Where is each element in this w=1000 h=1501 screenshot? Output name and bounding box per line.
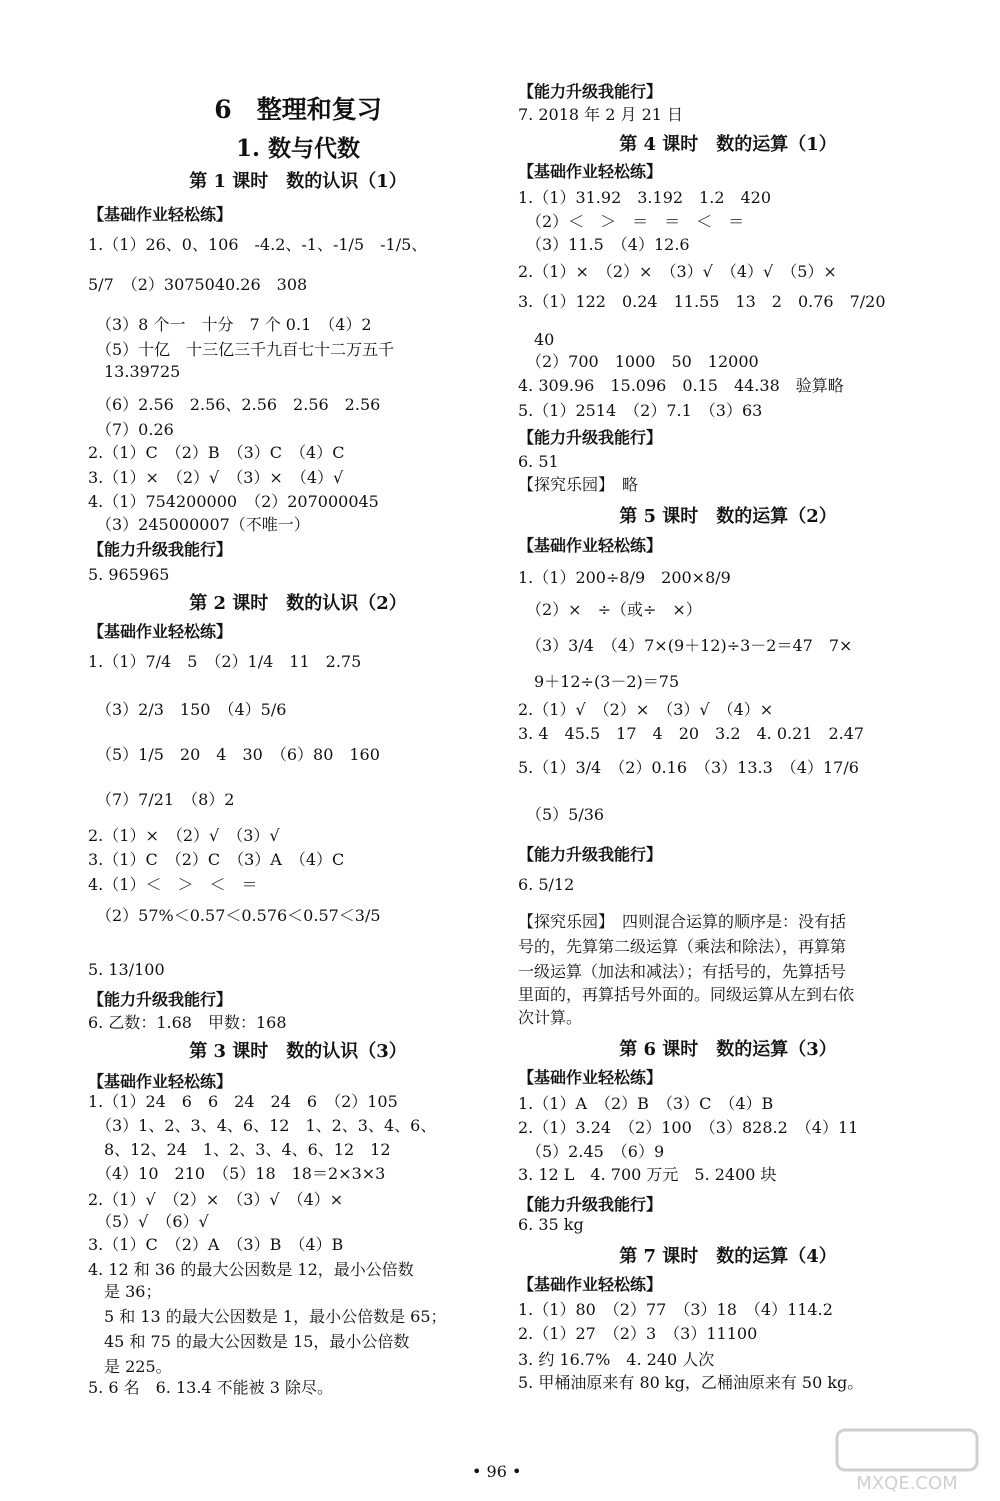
answer-line: 是 225。 <box>88 1357 172 1376</box>
section-tag: 【能力升级我能行】 <box>518 82 663 101</box>
answer-line: 1.（1）26、0、106 -4.2、-1、-1/5 -1/5、 <box>88 235 428 254</box>
section-tag: 【能力升级我能行】 <box>88 990 233 1009</box>
watermark-logo <box>832 1425 982 1495</box>
answer-line: 1.（1）A （2）B （3）C （4）B <box>518 1094 774 1113</box>
answer-line: 1.（1）200÷8/9 200×8/9 <box>518 568 731 587</box>
answer-line: 6. 35 kg <box>518 1215 584 1234</box>
answer-line: 3.（1）× （2）√ （3）× （4）√ <box>88 468 344 487</box>
answer-line: 号的，先算第二级运算（乘法和除法），再算第 <box>518 937 847 956</box>
heading: 第 2 课时 数的认识（2） <box>189 593 407 614</box>
answer-line: 是 36； <box>88 1282 162 1301</box>
answer-line: （3）2/3 150 （4）5/6 <box>88 700 287 719</box>
answer-line: 6. 乙数：1.68 甲数：168 <box>88 1013 287 1032</box>
answer-line: 4. 309.96 15.096 0.15 44.38 验算略 <box>518 376 844 395</box>
answer-line: 5/7 （2）3075040.26 308 <box>88 275 308 294</box>
answer-line: 3. 约 16.7% 4. 240 人次 <box>518 1350 715 1369</box>
section-tag: 【基础作业轻松练】 <box>518 536 663 555</box>
answer-line: 13.39725 <box>88 362 181 381</box>
answer-line: 3.（1）122 0.24 11.55 13 2 0.76 7/20 <box>518 292 886 311</box>
answer-line: （5）1/5 20 4 30 （6）80 160 <box>88 745 380 764</box>
answer-line: 8、12、24 1、2、3、4、6、12 12 <box>88 1140 391 1159</box>
answer-line: 1.（1）24 6 6 24 24 6 （2）105 <box>88 1092 398 1111</box>
section-tag: 【基础作业轻松练】 <box>518 1275 663 1294</box>
answer-line: 4. 12 和 36 的最大公因数是 12，最小公倍数 <box>88 1260 414 1279</box>
answer-line: （5）√ （6）√ <box>88 1212 209 1231</box>
answer-line: （3）8 个一 十分 7 个 0.1 （4）2 <box>88 315 372 334</box>
page-number: • 96 • <box>472 1462 522 1481</box>
answer-line: （3）3/4 （4）7×(9＋12)÷3－2＝47 7× <box>518 636 853 655</box>
answer-line: 45 和 75 的最大公因数是 15，最小公倍数 <box>88 1332 410 1351</box>
section-tag: 【能力升级我能行】 <box>518 845 663 864</box>
answer-line: 2.（1）C （2）B （3）C （4）C <box>88 443 345 462</box>
answer-line: 2.（1）3.24 （2）100 （3）828.2 （4）11 <box>518 1118 859 1137</box>
section-tag: 【基础作业轻松练】 <box>88 622 233 641</box>
answer-line: 3.（1）C （2）C （3）A （4）C <box>88 850 345 869</box>
answer-line: 【探究乐园】 略 <box>518 475 639 494</box>
section-tag: 【能力升级我能行】 <box>518 1195 663 1214</box>
section-tag: 【能力升级我能行】 <box>88 540 233 559</box>
section-tag: 【基础作业轻松练】 <box>88 205 233 224</box>
answer-line: 3. 12 L 4. 700 万元 5. 2400 块 <box>518 1165 777 1184</box>
heading: 6 整理和复习 <box>214 95 382 124</box>
answer-line: 5. 13/100 <box>88 960 165 979</box>
answer-line: 5.（1）2514 （2）7.1 （3）63 <box>518 401 763 420</box>
heading: 第 1 课时 数的认识（1） <box>189 171 407 192</box>
watermark-text: MXQE.COM <box>856 1473 958 1494</box>
answer-line: 4.（1）＜ ＞ ＜ ＝ <box>88 875 258 894</box>
answer-line: （2）57%＜0.57＜0.576＜0.57＜3/5 <box>88 906 381 925</box>
answer-line: 5 和 13 的最大公因数是 1，最小公倍数是 65； <box>88 1307 447 1326</box>
answer-line: 7. 2018 年 2 月 21 日 <box>518 105 684 124</box>
answer-line: 6. 51 <box>518 452 559 471</box>
answer-line: （7）0.26 <box>88 420 174 439</box>
answer-line: （3）245000007（不唯一） <box>88 515 310 534</box>
answer-line: （2）＜ ＞ ＝ ＝ ＜ ＝ <box>518 212 745 231</box>
answer-line: 1.（1）80 （2）77 （3）18 （4）114.2 <box>518 1300 833 1319</box>
answer-line: 5. 甲桶油原来有 80 kg，乙桶油原来有 50 kg。 <box>518 1373 864 1392</box>
answer-line: （2）× ÷（或÷ ×） <box>518 600 702 619</box>
answer-line: 3. 4 45.5 17 4 20 3.2 4. 0.21 2.47 <box>518 724 865 743</box>
answer-line: （2）700 1000 50 12000 <box>518 352 759 371</box>
answer-line: 5. 6 名 6. 13.4 不能被 3 除尽。 <box>88 1378 334 1397</box>
answer-line: （5）十亿 十三亿三千九百七十二万五千 <box>88 340 395 359</box>
answer-line: 一级运算（加法和减法）；有括号的，先算括号 <box>518 962 847 981</box>
heading: 第 3 课时 数的认识（3） <box>189 1041 407 1062</box>
heading: 第 4 课时 数的运算（1） <box>619 134 837 155</box>
answer-line: 2.（1）27 （2）3 （3）11100 <box>518 1324 758 1343</box>
answer-line: 1.（1）31.92 3.192 1.2 420 <box>518 188 772 207</box>
section-tag: 【能力升级我能行】 <box>518 428 663 447</box>
answer-line: 5.（1）3/4 （2）0.16 （3）13.3 （4）17/6 <box>518 758 859 777</box>
answer-line: （3）1、2、3、4、6、12 1、2、3、4、6、 <box>88 1116 437 1135</box>
answer-line: 9＋12÷(3－2)＝75 <box>518 672 680 691</box>
heading: 第 7 课时 数的运算（4） <box>619 1246 837 1267</box>
heading: 1. 数与代数 <box>235 135 361 162</box>
answer-line: （6）2.56 2.56、2.56 2.56 2.56 <box>88 395 381 414</box>
answer-line: （5）5/36 <box>518 805 605 824</box>
answer-line: 里面的，再算括号外面的。同级运算从左到右依 <box>518 985 855 1004</box>
section-tag: 【基础作业轻松练】 <box>518 1068 663 1087</box>
answer-line: （7）7/21 （8）2 <box>88 790 235 809</box>
answer-line: 3.（1）C （2）A （3）B （4）B <box>88 1235 344 1254</box>
heading: 第 5 课时 数的运算（2） <box>619 506 837 527</box>
answer-line: 2.（1）× （2）√ （3）√ <box>88 826 280 845</box>
answer-line: 5. 965965 <box>88 565 170 584</box>
heading: 第 6 课时 数的运算（3） <box>619 1039 837 1060</box>
answer-line: （5）2.45 （6）9 <box>518 1142 665 1161</box>
answer-line: （4）10 210 （5）18 18＝2×3×3 <box>88 1164 386 1183</box>
answer-line: 6. 5/12 <box>518 875 575 894</box>
answer-line: 次计算。 <box>518 1008 583 1027</box>
answer-line: （3）11.5 （4）12.6 <box>518 235 690 254</box>
answer-line: 40 <box>518 330 555 349</box>
answer-line: 2.（1）√ （2）× （3）√ （4）× <box>518 700 774 719</box>
answer-line: 【探究乐园】 四则混合运算的顺序是：没有括 <box>518 912 847 931</box>
section-tag: 【基础作业轻松练】 <box>518 162 663 181</box>
answer-line: 1.（1）7/4 5 （2）1/4 11 2.75 <box>88 652 362 671</box>
answer-line: 4.（1）754200000 （2）207000045 <box>88 492 379 511</box>
answer-line: 2.（1）× （2）× （3）√ （4）√ （5）× <box>518 262 837 281</box>
answer-line: 2.（1）√ （2）× （3）√ （4）× <box>88 1190 344 1209</box>
section-tag: 【基础作业轻松练】 <box>88 1072 233 1091</box>
